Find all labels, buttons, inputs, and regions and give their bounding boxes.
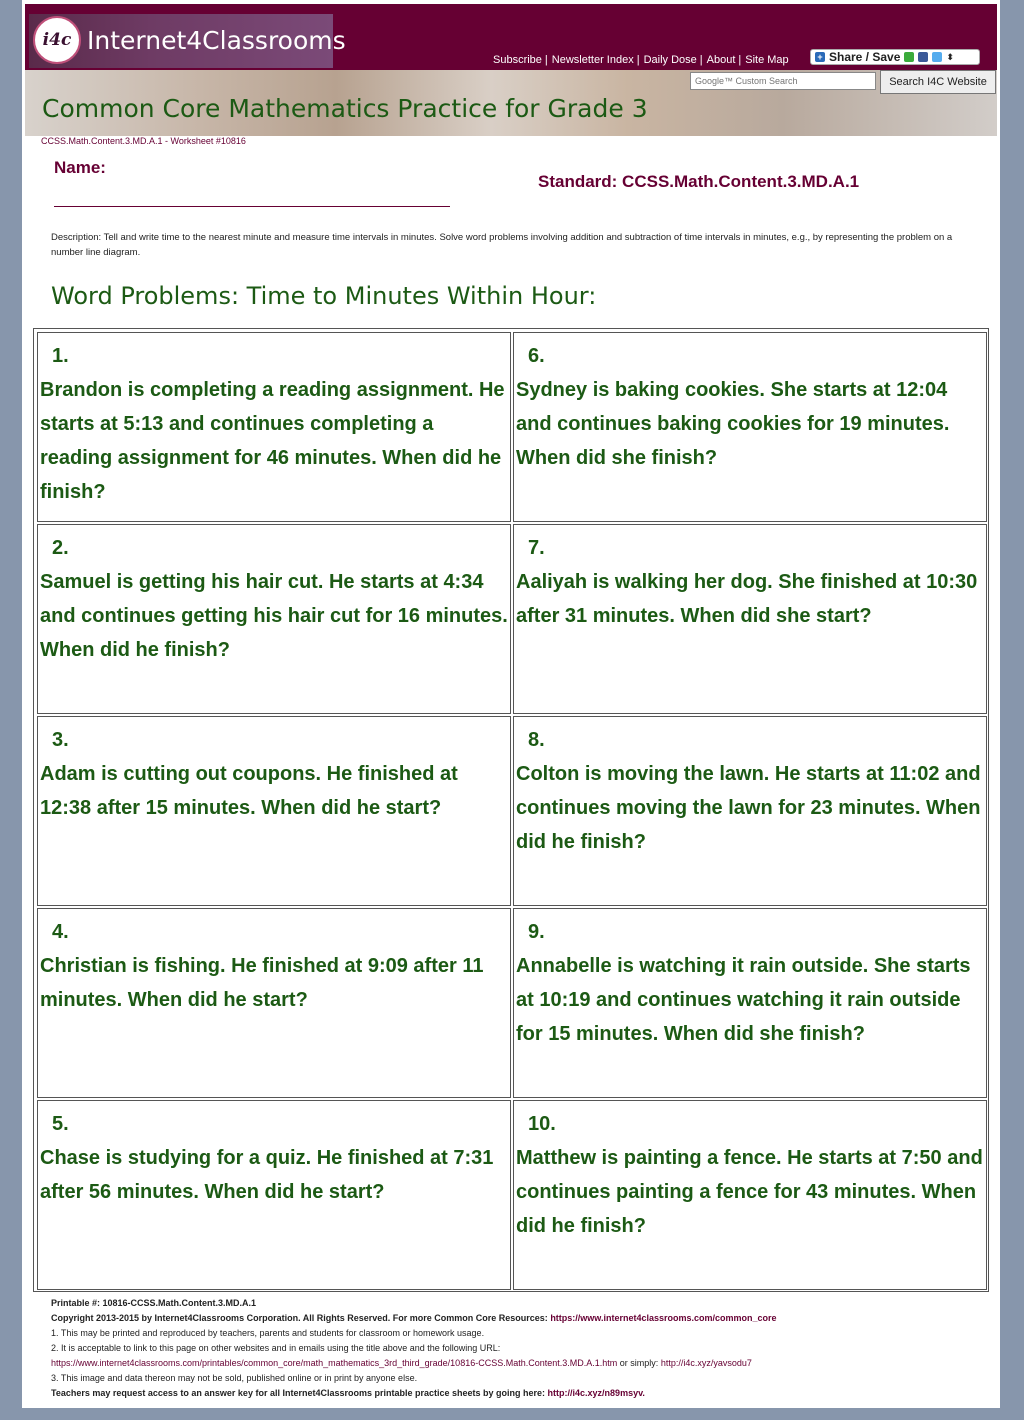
nav-about[interactable]: About xyxy=(706,54,736,66)
nav-separator: | xyxy=(738,54,742,66)
problem-grid xyxy=(33,328,989,1292)
problem-number: 8. xyxy=(528,729,545,751)
name-label: Name: xyxy=(54,158,106,177)
standard-label: Standard: CCSS.Math.Content.3.MD.A.1 xyxy=(538,172,860,191)
problem-number: 2. xyxy=(52,537,69,559)
problem-text: Samuel is getting his hair cut. He starts at 4:34 and continues getting his hair cut for 16 minutes. When did he finish? xyxy=(40,571,508,661)
nav-separator: | xyxy=(699,54,703,66)
page-title: Common Core Mathematics Practice for Grade 3 xyxy=(42,94,648,123)
facebook-icon xyxy=(918,52,928,62)
problem-number: 1. xyxy=(52,345,69,367)
search-input[interactable] xyxy=(690,72,876,90)
search-button[interactable]: Search I4C Website xyxy=(880,70,996,94)
answer-key-link[interactable]: http://i4c.xyz/n89msyv. xyxy=(547,1388,645,1398)
short-url-link[interactable]: http://i4c.xyz/yavsodu7 xyxy=(660,1358,752,1368)
nav-separator: | xyxy=(544,54,548,66)
problem-cell xyxy=(37,524,511,714)
problem-cell xyxy=(37,716,511,906)
share-plus-icon: + xyxy=(815,52,825,62)
problem-text: Adam is cutting out coupons. He finished at 12:38 after 15 minutes. When did he start? xyxy=(40,763,458,819)
page xyxy=(22,0,1000,1408)
problem-text: Matthew is painting a fence. He starts at 7:50 and continues painting a fence for 43 minutes. When did he finish? xyxy=(516,1147,983,1237)
problem-cell xyxy=(37,1100,511,1290)
problem-cell xyxy=(513,908,987,1098)
name-line xyxy=(54,206,450,207)
problem-cell xyxy=(513,1100,987,1290)
problem-number: 10. xyxy=(528,1113,556,1135)
answer-key-note xyxy=(51,1386,981,1401)
answer-key-text: Teachers may request access to an answer key for all Internet4Classrooms printable practice sheets by going here: xyxy=(51,1388,546,1398)
problem-text: Chase is studying for a quiz. He finished at 7:31 after 56 minutes. When did he start? xyxy=(40,1147,494,1203)
problem-text: Annabelle is watching it rain outside. She starts at 10:19 and continues watching it rain outside for 15 minutes. When did she finish? xyxy=(516,955,971,1045)
problem-cell xyxy=(513,716,987,906)
problem-cell xyxy=(37,332,511,522)
top-nav xyxy=(493,54,789,66)
nav-subscribe[interactable]: Subscribe xyxy=(493,54,542,66)
nav-separator: | xyxy=(636,54,640,66)
usage-note-1: 1. This may be printed and reproduced by teachers, parents and students for classroom or homework usage. xyxy=(51,1328,485,1338)
problem-text: Aaliyah is walking her dog. She finished at 10:30 after 31 minutes. When did she start? xyxy=(516,571,978,627)
chevron-updown-icon: ⬍ xyxy=(946,51,954,62)
copyright-text: Copyright 2013-2015 by Internet4Classrooms Corporation. All Rights Reserved. For more Common Core Resources: xyxy=(51,1313,548,1323)
section-title: Word Problems: Time to Minutes Within Hour: xyxy=(51,282,597,310)
site-header xyxy=(25,4,997,70)
nav-site-map[interactable]: Site Map xyxy=(745,54,789,66)
problem-text: Sydney is baking cookies. She starts at 12:04 and continues baking cookies for 19 minutes. When did she finish? xyxy=(516,379,950,469)
page-url-link[interactable]: https://www.internet4classrooms.com/printables/common_core/math_mathematics_3rd_third_grade/10816-CCSS.Math.Content.3.MD.A.1.htm xyxy=(51,1358,618,1368)
problem-text: Brandon is completing a reading assignment. He starts at 5:13 and continues completing a reading assignment for 46 minutes. When did he finish? xyxy=(40,379,505,503)
breadcrumb: CCSS.Math.Content.3.MD.A.1 - Worksheet #10816 xyxy=(41,136,246,146)
site-logo[interactable] xyxy=(29,14,346,68)
banner xyxy=(25,70,997,136)
problem-cell xyxy=(513,332,987,522)
common-core-link[interactable]: https://www.internet4classrooms.com/common_core xyxy=(550,1313,777,1323)
problem-number: 5. xyxy=(52,1113,69,1135)
or-simply-text: or simply: xyxy=(619,1358,659,1368)
share-label: Share / Save xyxy=(829,50,901,64)
share-save-button[interactable] xyxy=(810,49,980,65)
copyright xyxy=(51,1311,981,1326)
logo-text: Internet4Classrooms xyxy=(87,26,346,55)
footer xyxy=(51,1296,981,1401)
problem-cell xyxy=(513,524,987,714)
problem-number: 4. xyxy=(52,921,69,943)
logo-mark: i4c xyxy=(33,16,81,64)
problem-number: 6. xyxy=(528,345,545,367)
problem-number: 3. xyxy=(52,729,69,751)
twitter-icon xyxy=(932,52,942,62)
usage-note-3: 3. This image and data thereon may not be sold, published online or in print by anyone else. xyxy=(51,1373,418,1383)
usage-note-2-urls xyxy=(51,1356,981,1371)
usage-note-2: 2. It is acceptable to link to this page on other websites and in emails using the title above and the following URL: xyxy=(51,1343,501,1353)
problem-text: Colton is moving the lawn. He starts at 11:02 and continues moving the lawn for 23 minutes. When did he finish? xyxy=(516,763,981,853)
printable-number: Printable #: 10816-CCSS.Math.Content.3.MD.A.1 xyxy=(51,1298,257,1308)
nav-newsletter-index[interactable]: Newsletter Index xyxy=(551,54,634,66)
problem-text: Christian is fishing. He finished at 9:09 after 11 minutes. When did he start? xyxy=(40,955,484,1011)
problem-cell xyxy=(37,908,511,1098)
problem-number: 9. xyxy=(528,921,545,943)
description: Description: Tell and write time to the nearest minute and measure time intervals in minutes. Solve word problems involving addition and subtraction of time intervals in minutes, e.g., by representing the problem on a number line diagram. xyxy=(51,232,953,258)
share-refresh-icon xyxy=(904,52,914,62)
nav-daily-dose[interactable]: Daily Dose xyxy=(643,54,697,66)
problem-number: 7. xyxy=(528,537,545,559)
